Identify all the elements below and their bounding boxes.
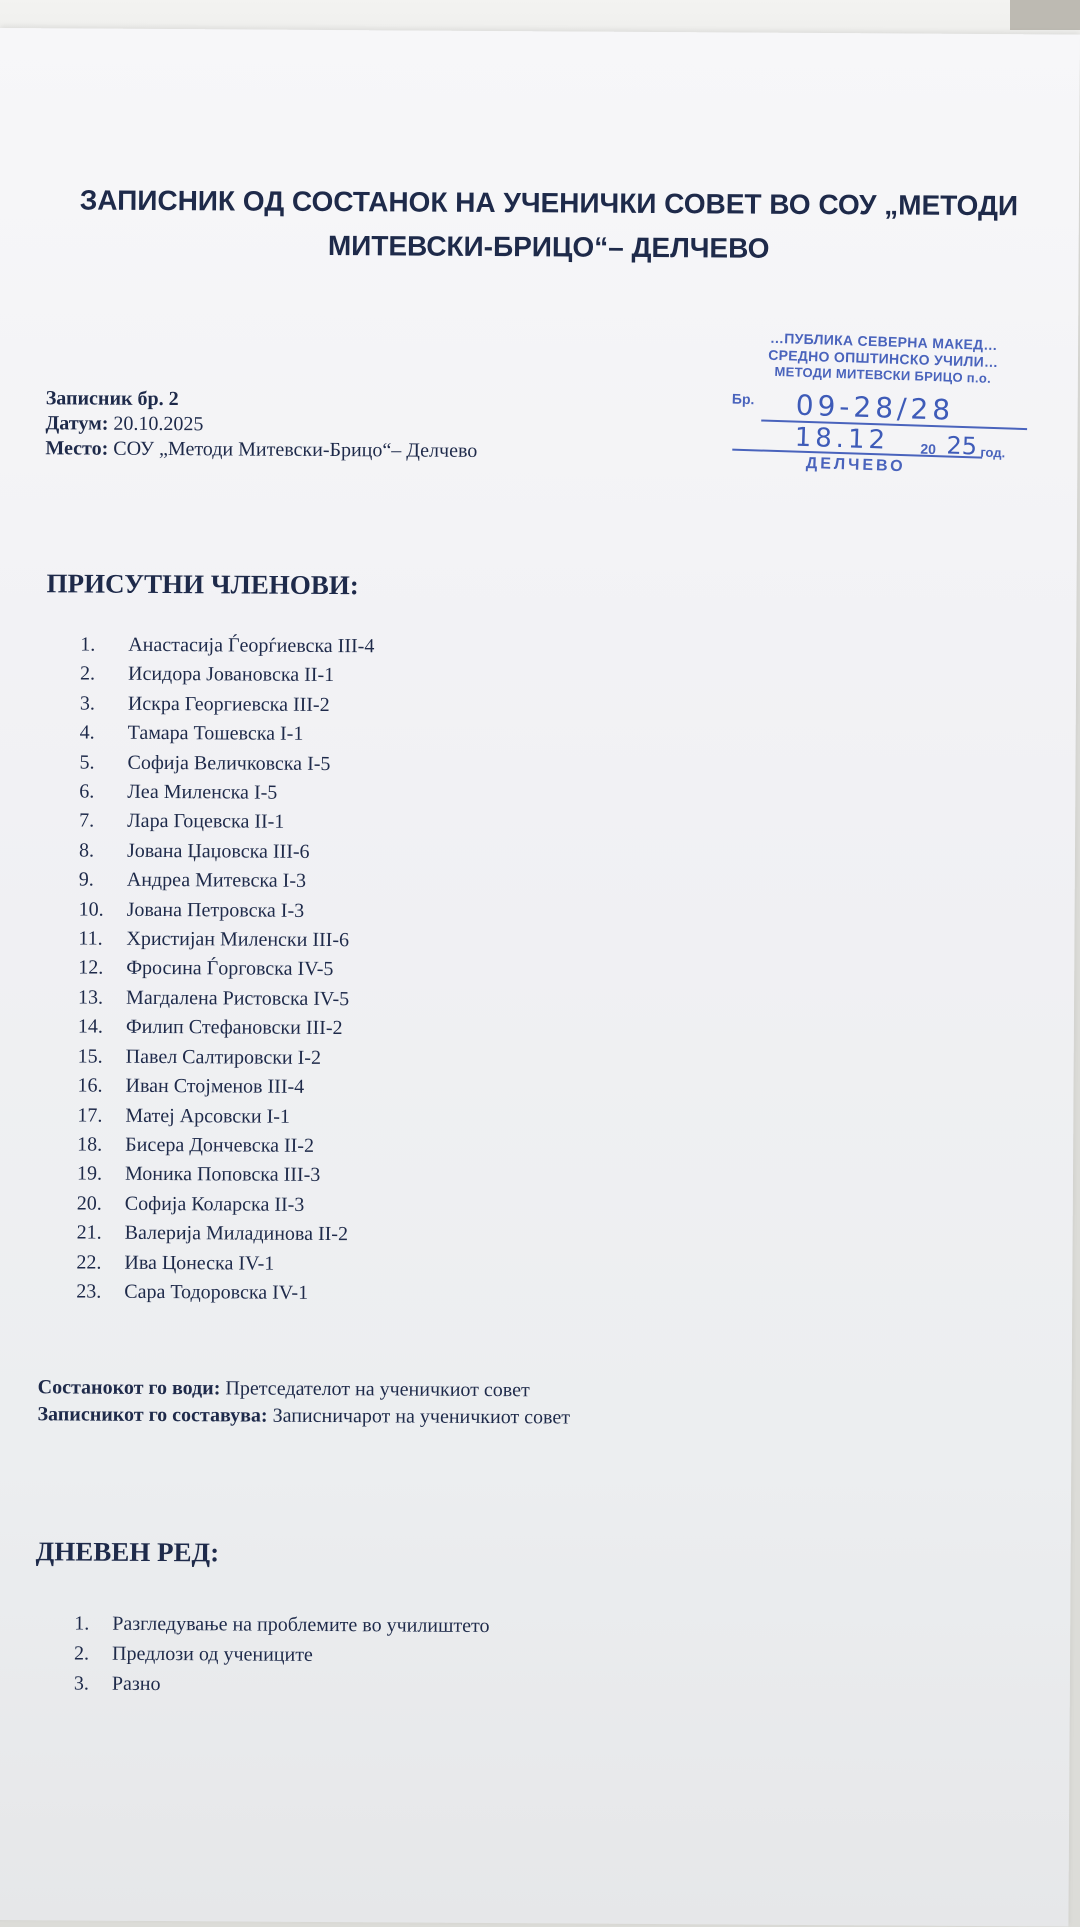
member-item-number: 14. [77,1015,103,1038]
member-item-number: 13. [78,986,104,1009]
member-item-text: Валерија Миладинова II-2 [124,1221,349,1246]
member-item-text: Исидора Јовановска II-1 [127,663,335,687]
member-item [78,925,372,956]
document-page [0,28,1080,1927]
member-item [80,631,374,662]
member-item [77,1101,371,1132]
member-item-text: Лара Гоцевска II-1 [127,810,285,834]
member-item [79,836,373,867]
member-item-number: 4. [79,721,95,744]
member-item-text: Павел Салтировски I-2 [125,1045,322,1069]
member-item [79,895,373,926]
member-item-number: 11. [78,927,103,950]
member-item-number: 3. [79,692,95,715]
member-item-text: Бисера Дончевска II-2 [125,1133,315,1157]
member-item [76,1277,370,1308]
agenda-item-text: Предлози од учениците [112,1642,313,1666]
member-item-number: 1. [80,633,96,656]
meeting-place: Место: СОУ „Методи Митевски-Брицо“– Делчево [45,437,478,462]
agenda-item [74,1668,489,1701]
meeting-led-by: Состанокот го води: Претседателот на ученичкиот совет [37,1376,530,1402]
member-item [77,1160,371,1191]
member-item-text: Иван Стојменов III-4 [125,1074,305,1098]
member-item-text: Магдалена Ристовска IV-5 [126,986,350,1011]
stamp-year: 25 [946,431,978,461]
meeting-date: Датум: 20.10.2025 [45,412,204,436]
member-item-number: 22. [76,1251,102,1274]
agenda-item-number: 2. [74,1642,90,1665]
stamp-day-month: 18.12 [794,422,890,456]
member-item [80,660,374,691]
member-item-number: 16. [77,1074,103,1097]
member-item [79,807,373,838]
agenda-item [74,1638,489,1671]
member-item [79,748,373,779]
minutes-taken-by: Записникот го составува: Записничарот на ученичкиот совет [37,1403,571,1429]
member-item-number: 9. [78,868,94,891]
member-item-text: Христијан Миленски III-6 [126,927,350,952]
registration-stamp: …ПУБЛИКА СЕВЕРНА МАКЕД… СРЕДНО ОПШТИНСКО УЧИЛИ… МЕТОДИ МИТЕВСКИ БРИЦО п.о. Бр. 09-28/28 18.12 20 25 год. ДЕЛЧЕВО [723,328,1040,488]
member-item-number: 8. [78,839,95,862]
member-item-number: 12. [78,956,104,980]
member-item-text: Јована Петровска I-3 [126,898,305,922]
meeting-roles [37,1374,570,1431]
member-item-text: Леа Миленска I-5 [127,780,278,804]
agenda-heading: ДНЕВЕН РЕД: [35,1536,220,1568]
member-item [78,1042,372,1073]
member-item-number: 23. [76,1280,102,1303]
member-item [78,983,372,1014]
member-item-text: Анастасија Ѓеорѓиевска III-4 [128,633,375,658]
document-title: ЗАПИСНИК ОД СОСТАНОК НА УЧЕНИЧКИ СОВЕТ ВО СОУ „МЕТОДИ МИТЕВСКИ-БРИЦО“– ДЕЛЧЕВО [79,184,1019,264]
member-item [77,1072,371,1103]
member-item [78,954,372,985]
agenda-list [74,1608,490,1701]
member-item [76,1248,370,1279]
member-item-text: Јована Џаџовска III-6 [126,839,310,863]
member-item-number: 2. [79,662,96,685]
present-members-heading: ПРИСУТНИ ЧЛЕНОВИ: [46,568,359,601]
record-number: Записник бр. 2 [45,387,179,411]
member-item [77,1219,371,1250]
agenda-item-text: Разгледување на проблемите во училиштето [112,1612,490,1638]
member-item [80,689,374,720]
member-item-text: Фросина Ѓорговска IV-5 [126,957,334,981]
member-item [77,1130,371,1161]
member-item-number: 18. [77,1133,103,1156]
member-item-text: Софија Величковска I-5 [127,751,331,775]
member-item-text: Сара Тодоровска IV-1 [124,1280,309,1304]
member-item-text: Софија Коларска II-3 [124,1192,305,1216]
member-item-number: 20. [76,1192,102,1215]
member-item [80,719,374,750]
members-list [76,631,374,1309]
member-item-number: 19. [76,1162,103,1185]
member-item [79,778,373,809]
member-item-number: 5. [79,751,95,774]
agenda-item-number: 3. [73,1672,89,1695]
member-item-text: Ива Цонеска IV-1 [124,1251,275,1275]
member-item-number: 15. [77,1045,103,1068]
member-item [79,866,373,897]
member-item-number: 10. [78,898,104,921]
member-item-number: 7. [79,809,95,833]
member-item-number: 21. [76,1221,102,1244]
agenda-item-text: Разно [111,1672,161,1696]
member-item-number: 17. [77,1103,103,1127]
background-corner [1010,0,1080,30]
stamp-city: ДЕЛЧЕВО [805,454,906,476]
member-item [78,1013,372,1044]
member-item-text: Андреа Митевска I-3 [126,869,307,893]
document-meta [45,386,477,464]
member-item-text: Тамара Тошевска I-1 [127,722,304,746]
member-item-number: 6. [79,780,95,803]
member-item-text: Искра Георгиевска III-2 [127,692,330,716]
member-item-text: Филип Стефановски III-2 [125,1016,343,1040]
agenda-item-number: 1. [74,1612,90,1635]
member-item [77,1189,371,1220]
member-item-text: Матеј Арсовски I-1 [125,1104,291,1128]
stamp-registration-number: 09-28/28 [795,388,955,427]
agenda-item [74,1608,489,1641]
member-item-text: Моника Поповска III-3 [124,1163,321,1187]
